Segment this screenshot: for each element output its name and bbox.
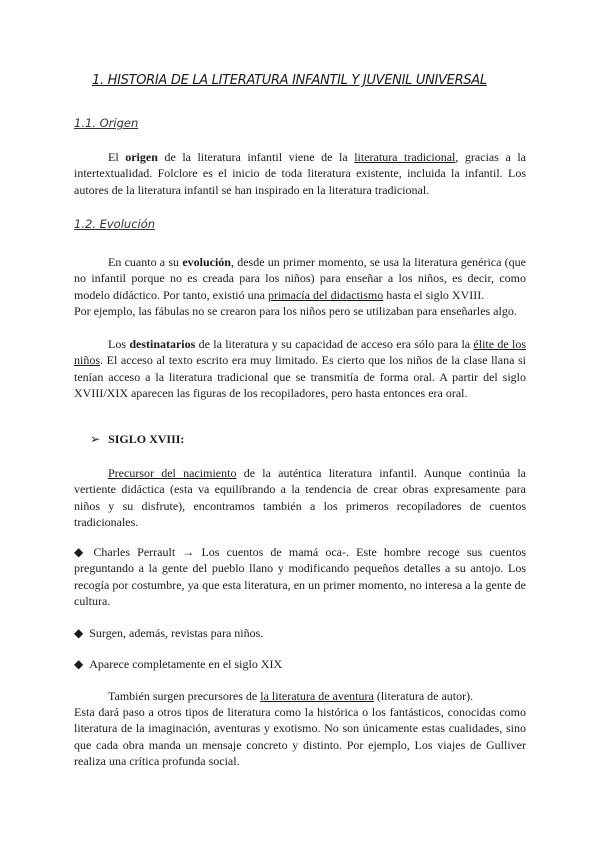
section-heading-evolucion: 1.2. Evolución	[74, 217, 156, 231]
paragraph-precursor: Precursor del nacimiento de la auténtica literatura infantil. Aunque continúa la vertiente didáctica (esta va equilibrando a la tendencia de crear obras expresamente para niños y su disfrute), encontramos también a los primeros recopiladores de cuentos tradicionales.	[74, 466, 526, 529]
paragraph-imaginacion: Esta dará paso a otros tipos de literatura como la histórica o los fantásticos, conocidas como literatura de la imaginación, aventuras y exotismo. No son únicamente estas cualidades, sino que cada obra manda un mensaje concreto y distinto. Por ejemplo, Los viajes de Gulliver realiza una crítica profunda social.	[74, 705, 526, 768]
paragraph-aventura: También surgen precursores de la literatura de aventura (literatura de autor).	[108, 689, 474, 703]
bold-term: origen	[125, 150, 158, 164]
paragraph-fabulas: Por ejemplo, las fábulas no se crearon para los niños pero se utilizaban para enseñarles algo.	[74, 304, 517, 318]
bullet-item-perrault: ◆ Charles Perrault → Los cuentos de mamá oca-. Este hombre recoge sus cuentos preguntando a la gente del pueblo llano y modificando pequeños detalles a su antojo. Los recogía por costumbre, ya que esta literatura, en un primer momento, no interesa a la gente de cultura.	[74, 545, 526, 608]
subheading-siglo-xviii: ➢ SIGLO XVIII:	[90, 432, 185, 446]
underlined-term: literatura tradicional	[354, 150, 456, 164]
underlined-term: primacía del didactismo	[267, 287, 384, 302]
bullet-item-revistas: ◆ Surgen, además, revistas para niños.	[74, 626, 264, 640]
section-heading-origen: 1.1. Origen	[74, 116, 139, 130]
paragraph-destinatarios: Los destinatarios de la literatura y su capacidad de acceso era sólo para la élite de los niños. El acceso al texto escrito era muy limitado. Es cierto que los niños de la clase llana si tenían acceso a la literatura tradicional que se transmitía de forma oral. A partir del siglo XVIII/XIX aparecen las figuras de los recopiladores, pero hasta entonces era oral.	[74, 337, 527, 400]
paragraph-origen: El origen de la literatura infantil viene de la literatura tradicional, gracias a la intertextualidad. Folclore es el inicio de toda literatura existente, incluida la infantil. Los autores de la literatura infantil se han inspirado en la literatura tradicional.	[74, 150, 526, 197]
bold-term: destinatarios	[129, 337, 196, 351]
underlined-term: Precursor del nacimiento	[108, 466, 237, 480]
underlined-term: la literatura de aventura	[260, 689, 374, 703]
underlined-term: élite de los niños	[74, 337, 527, 368]
diamond-bullet-icon: ◆	[74, 657, 84, 671]
paragraph-evolucion: En cuanto a su evolución, desde un primer momento, se usa la literatura genérica (que no infantil porque no es creada para los niños) para enseñar a los niños, es decir, como modelo didáctico. Por tanto, existió una primacía del didactismo hasta el siglo XVIII.	[74, 255, 527, 302]
main-heading: 1. HISTORIA DE LA LITERATURA INFANTIL Y JUVENIL UNIVERSAL	[92, 73, 487, 88]
bold-term: evolución	[182, 255, 231, 269]
arrow-bullet-icon: ➢	[90, 432, 101, 446]
diamond-bullet-icon: ◆	[74, 545, 88, 559]
diamond-bullet-icon: ◆	[74, 626, 84, 640]
bullet-item-siglo-xix: ◆ Aparece completamente en el siglo XIX	[74, 657, 283, 671]
